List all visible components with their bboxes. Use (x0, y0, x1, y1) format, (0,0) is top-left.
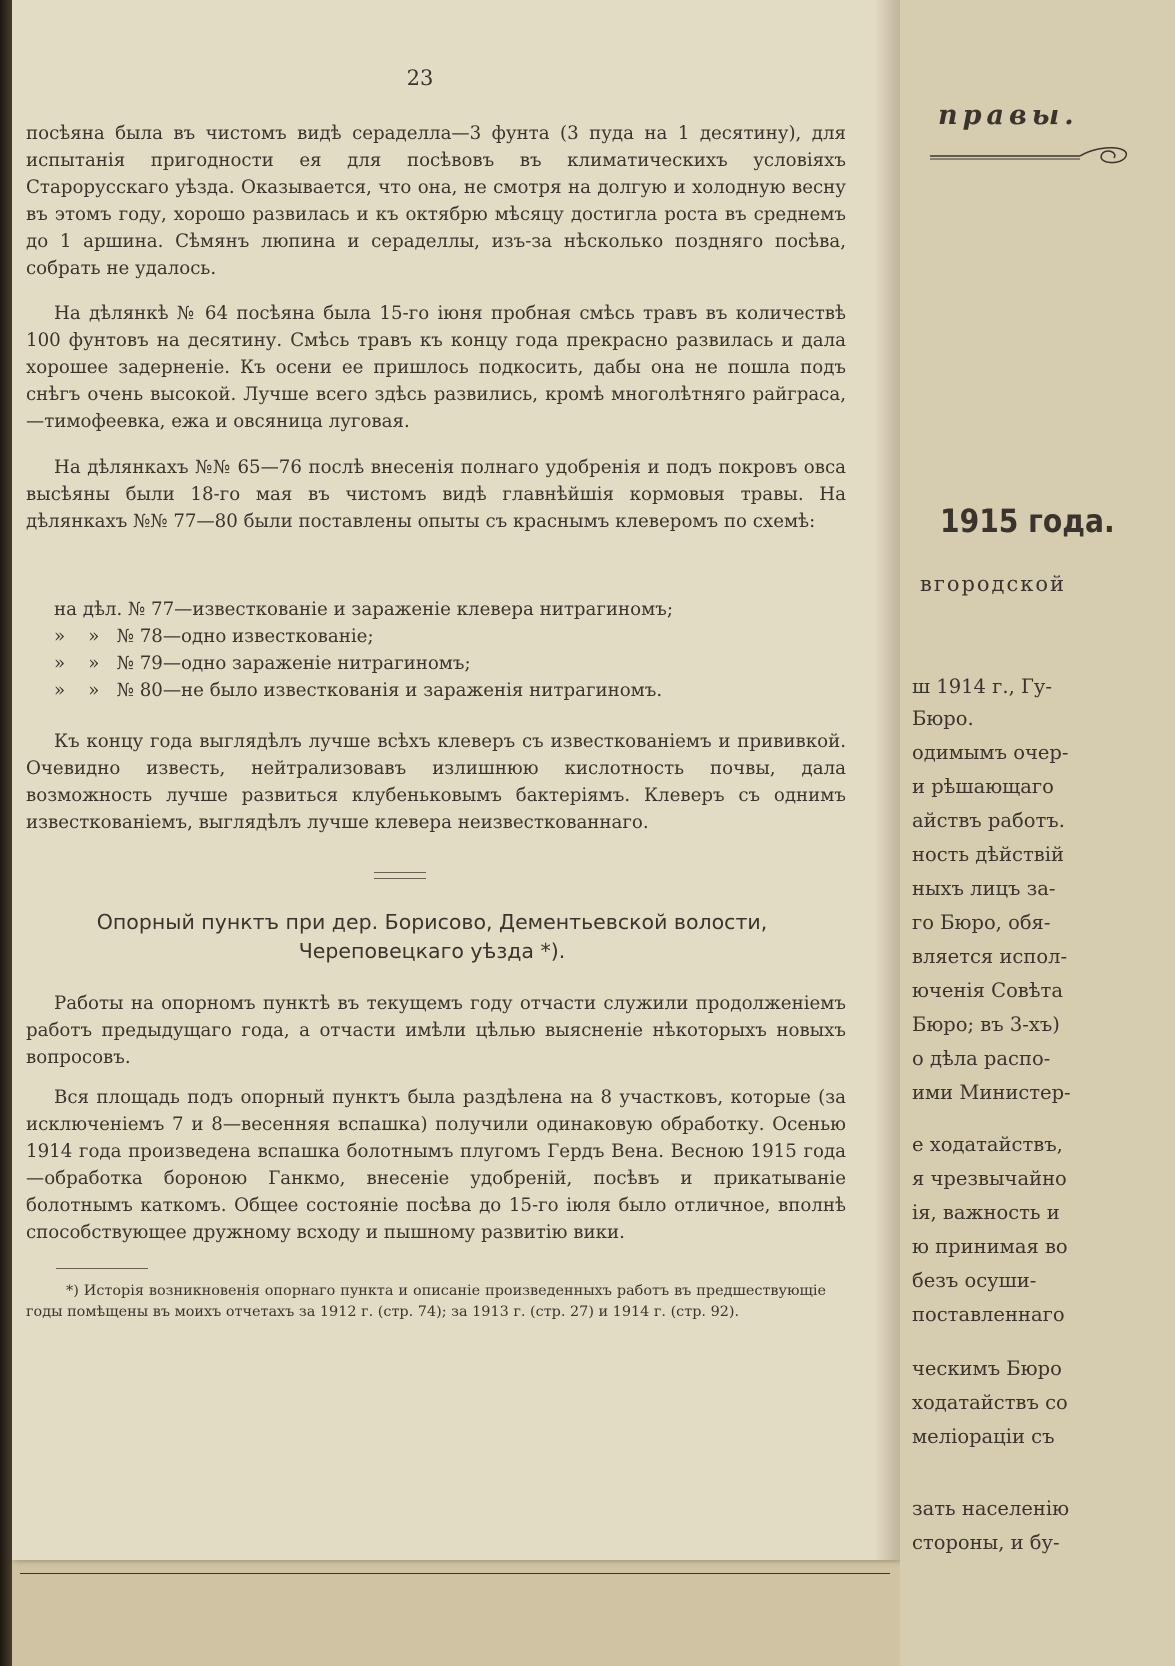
paragraph-plot-64: На дѣлянкѣ № 64 посѣяна была 15-го іюня пробная смѣсь травъ въ количествѣ 100 фунтовъ на десятину. Смѣсь травъ къ концу года прекрасно развилась и дала хорошее задерненіе. Къ осени ее пришлось подкосить, дабы она не пошла подъ снѣгъ очень высокой. Лучше всего здѣсь развились, кромѣ многолѣтняго райграса,—тимофеевка, ежа и овсяница луговая. (26, 303, 846, 432)
section-heading (52, 908, 812, 966)
right-page-line: Бюро; въ 3-хъ) (912, 1013, 1060, 1036)
right-page-line: и рѣшающаго (912, 775, 1054, 798)
right-page-line: поставленнаго (912, 1303, 1065, 1326)
right-page-line: я чрезвычайно (912, 1167, 1067, 1190)
right-page-line: е ходатайствъ, (912, 1133, 1063, 1156)
right-page-line: ныхъ лицъ за- (912, 877, 1056, 900)
right-page-line: безъ осуши- (912, 1269, 1037, 1292)
paragraph-plot-area: Вся площадь подъ опорный пунктъ была раздѣлена на 8 участковъ, которые (за исключеніемъ 7 и 8—весенняя вспашка) получили одинаковую обработку. Осенью 1914 года произведена вспашка болотнымъ плугомъ Гердъ Вена. Весною 1915 года—обработка бороною Ганкмо, внесеніе удобреній, посѣвъ и прикатываніе болотнымъ каткомъ. Общее состояніе посѣва до 15-го іюля было отличное, вполнѣ способствующее дружному всходу и пышному развитію вики. (26, 1087, 846, 1243)
right-page-line: Бюро. (912, 707, 974, 730)
right-page-line: юченія Совѣта (912, 979, 1063, 1002)
paragraph-clover-results: Къ концу года выглядѣлъ лучше всѣхъ клеверъ съ известкованіемъ и прививкой. Очевидно известь, нейтрализовавъ излишнюю кислотность почвы, дала возможность лучше развиться клубеньковымъ бактеріямъ. Клеверъ съ однимъ известкованіемъ, выглядѣлъ лучше клевера неизвесткованнаго. (26, 731, 846, 833)
footnote: *) Исторія возникновенія опорнаго пункта и описаніе произведенныхъ работъ въ предшествующіе годы помѣщены въ моихъ отчетахъ за 1912 г. (стр. 74); за 1913 г. (стр. 27) и 1914 г. (стр. 92). (26, 1283, 826, 1320)
section-heading-line-2: Череповецкаго уѣзда *). (298, 939, 566, 963)
clover-experiment-list (26, 596, 846, 704)
right-page-line: одимымъ очер- (912, 741, 1069, 764)
right-page-line: ходатайствъ со (912, 1391, 1068, 1414)
footnote-rule (56, 1268, 148, 1269)
list-item: » » № 80—не было известкованія и зараженія нитрагиномъ. (54, 680, 663, 701)
right-page-line: вляется испол- (912, 945, 1068, 968)
right-page-line: зать населенію (912, 1497, 1070, 1520)
right-page-line: ю принимая во (912, 1235, 1068, 1258)
ornament-flourish-icon (930, 140, 1140, 170)
paragraph-plots-65-80: На дѣлянкахъ №№ 65—76 послѣ внесенія полнаго удобренія и подъ покровъ овса высѣяны были 18-го мая въ чистомъ видѣ главнѣйшія кормовыя травы. На дѣлянкахъ №№ 77—80 были поставлены опыты съ краснымъ клеверомъ по схемѣ: (26, 457, 846, 532)
book-spine-shadow (0, 0, 12, 1666)
right-page-subheading: вгородской (920, 572, 1067, 596)
right-page-line: ность дѣйствій (912, 843, 1064, 866)
page-number: 23 (406, 66, 434, 90)
bottom-rule (20, 1573, 890, 1574)
right-page-line: айствъ работъ. (912, 809, 1065, 832)
list-item: на дѣл. № 77—известкованіе и зараженіе клевера нитрагиномъ; (54, 599, 673, 620)
right-page-line: стороны, и бу- (912, 1531, 1060, 1554)
main-page (12, 0, 900, 1560)
section-divider (374, 872, 426, 879)
list-item: » » № 79—одно зараженіе нитрагиномъ; (54, 653, 471, 674)
right-page (900, 0, 1175, 1666)
right-page-line: о дѣла распо- (912, 1047, 1051, 1070)
right-page-line: го Бюро, обя- (912, 911, 1051, 934)
right-page-title: правы. (938, 100, 1079, 131)
right-page-line: ія, важность и (912, 1201, 1060, 1224)
right-page-line: ими Министер- (912, 1081, 1071, 1104)
paragraph-seradella: посѣяна была въ чистомъ видѣ сераделла—3 фунта (3 пуда на 1 десятину), для испытанія пригодности ея для посѣвовъ въ климатическихъ условіяхъ Старорусскаго уѣзда. Оказывается, что она, не смотря на долгую и холодную весну въ этомъ году, хорошо развилась и къ октябрю мѣсяцу достигла роста въ среднемъ до 1 аршина. Сѣмянъ люпина и сераделлы, изъ-за нѣсколько поздняго посѣва, собрать не удалось. (26, 123, 846, 279)
paragraph-works-intro: Работы на опорномъ пунктѣ въ текущемъ году отчасти служили продолженіемъ работъ предыдущаго года, а отчасти имѣли цѣлью выясненіе нѣкоторыхъ новыхъ вопросовъ. (26, 993, 846, 1068)
right-page-line: меліораціи съ (912, 1425, 1055, 1448)
right-page-line: ческимъ Бюро (912, 1357, 1062, 1380)
right-page-line: ш 1914 г., Гу- (912, 675, 1052, 698)
section-heading-line-1: Опорный пунктъ при дер. Борисово, Дементьевской волости, (96, 910, 768, 934)
list-item: » » № 78—одно известкованіе; (54, 626, 374, 647)
right-page-year-heading: 1915 года. (940, 502, 1115, 540)
